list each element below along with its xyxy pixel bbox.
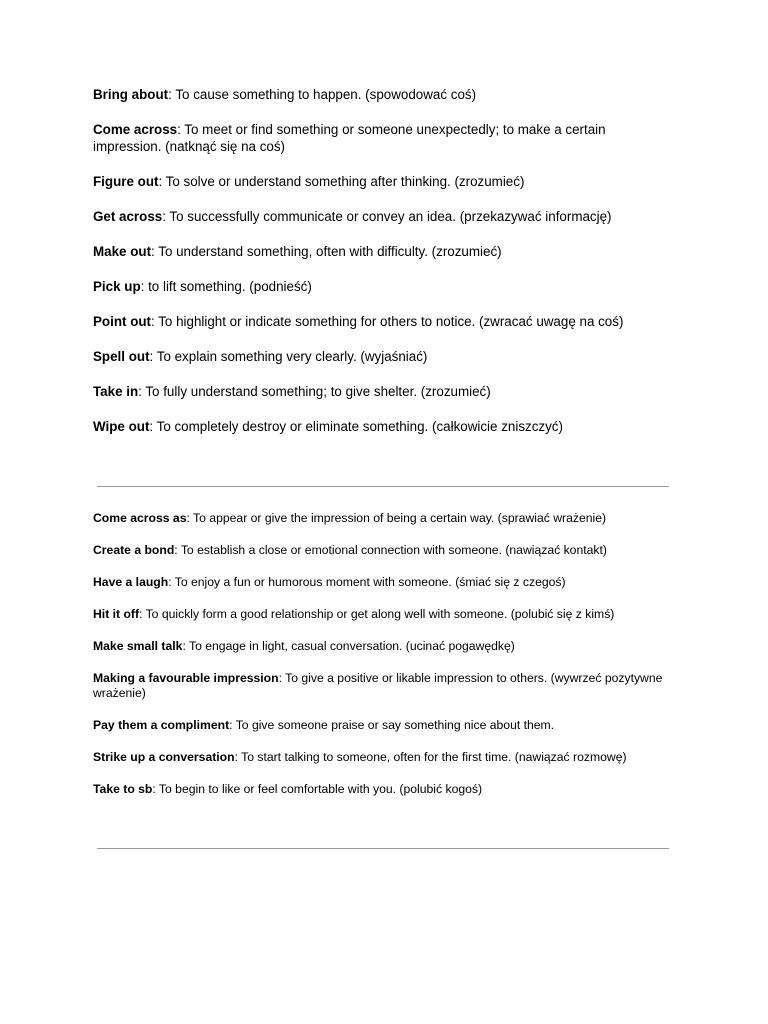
list-item xyxy=(93,543,673,558)
term: Spell out xyxy=(93,349,150,364)
expressions-list xyxy=(93,511,673,814)
definition: : To establish a close or emotional connection with someone. (nawiązać kontakt) xyxy=(174,543,607,557)
definition: : To give a positive or likable impression to others. (wywrzeć pozytywne wrażenie) xyxy=(93,671,663,700)
term: Create a bond xyxy=(93,543,175,557)
definition: : To understand something, often with difficulty. (zrozumieć) xyxy=(151,244,502,259)
list-item xyxy=(93,86,673,103)
list-item xyxy=(93,348,673,365)
term: Hit it off xyxy=(93,607,140,621)
term: Have a laugh xyxy=(93,575,169,589)
term: Pay them a compliment xyxy=(93,718,230,732)
horizontal-divider xyxy=(97,848,669,849)
definition: : To solve or understand something after thinking. (zrozumieć) xyxy=(158,174,525,189)
term: Make out xyxy=(93,244,152,259)
term: Take in xyxy=(93,384,139,399)
definition: : To meet or find something or someone unexpectedly; to make a certain impression. (natknąć się na coś) xyxy=(93,122,606,154)
phrasal-verbs-list xyxy=(93,86,673,453)
definition: : To completely destroy or eliminate something. (całkowicie zniszczyć) xyxy=(149,419,563,434)
list-item xyxy=(93,383,673,400)
list-item xyxy=(93,278,673,295)
definition: : To enjoy a fun or humorous moment with someone. (śmiać się z czegoś) xyxy=(168,575,566,589)
list-item xyxy=(93,782,673,797)
definition: : To engage in light, casual conversation. (ucinać pogawędkę) xyxy=(182,639,515,653)
term: Bring about xyxy=(93,87,169,102)
term: Wipe out xyxy=(93,419,150,434)
list-item xyxy=(93,418,673,435)
definition: : To explain something very clearly. (wyjaśniać) xyxy=(149,349,428,364)
list-item xyxy=(93,750,673,765)
term: Figure out xyxy=(93,174,159,189)
definition: : To appear or give the impression of being a certain way. (sprawiać wrażenie) xyxy=(186,511,607,525)
term: Take to sb xyxy=(93,782,153,796)
list-item xyxy=(93,511,673,526)
term: Making a favourable impression xyxy=(93,671,279,685)
term: Get across xyxy=(93,209,163,224)
definition: : To begin to like or feel comfortable with you. (polubić kogoś) xyxy=(152,782,483,796)
definition: : To fully understand something; to give shelter. (zrozumieć) xyxy=(138,384,491,399)
term: Pick up xyxy=(93,279,141,294)
list-item xyxy=(93,639,673,654)
term: Strike up a conversation xyxy=(93,750,235,764)
definition: : to lift something. (podnieść) xyxy=(140,279,312,294)
list-item xyxy=(93,607,673,622)
definition: : To successfully communicate or convey an idea. (przekazywać informację) xyxy=(162,209,612,224)
definition: : To start talking to someone, often for the first time. (nawiązać rozmowę) xyxy=(234,750,627,764)
definition: : To quickly form a good relationship or get along well with someone. (polubić się z kimś) xyxy=(139,607,615,621)
definition: : To give someone praise or say something nice about them. xyxy=(229,718,555,732)
list-item xyxy=(93,718,673,733)
definition: : To cause something to happen. (spowodować coś) xyxy=(168,87,477,102)
definition: : To highlight or indicate something for others to notice. (zwracać uwagę na coś) xyxy=(151,314,624,329)
term: Point out xyxy=(93,314,152,329)
horizontal-divider xyxy=(97,486,669,487)
list-item xyxy=(93,671,673,701)
list-item xyxy=(93,121,673,155)
list-item xyxy=(93,313,673,330)
term: Come across as xyxy=(93,511,187,525)
list-item xyxy=(93,208,673,225)
term: Come across xyxy=(93,122,178,137)
list-item xyxy=(93,243,673,260)
list-item xyxy=(93,575,673,590)
term: Make small talk xyxy=(93,639,183,653)
list-item xyxy=(93,173,673,190)
